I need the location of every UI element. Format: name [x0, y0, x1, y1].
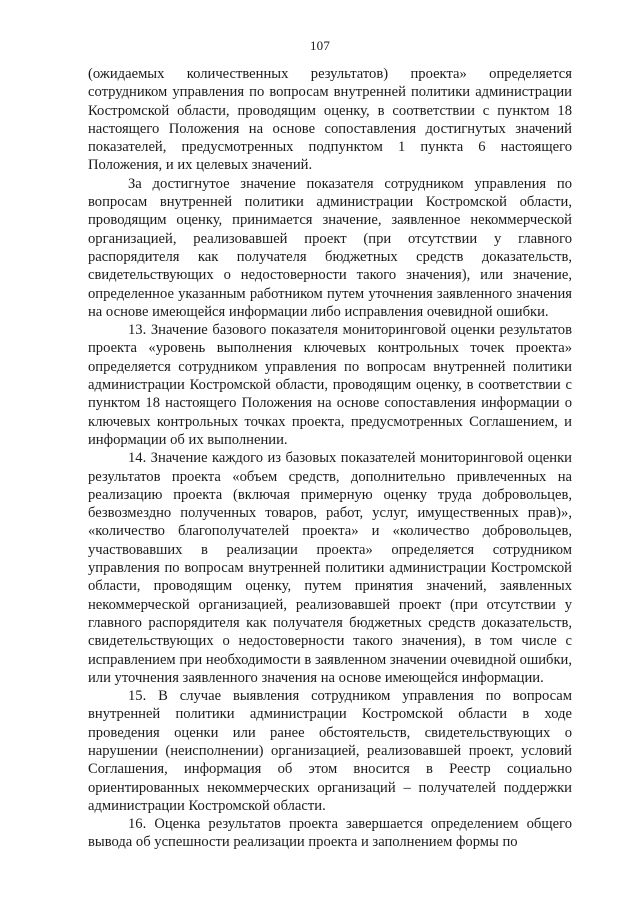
document-body: [88, 65, 572, 852]
paragraph-achieved-value: За достигнутое значение показателя сотрудником управления по вопросам внутренней политики администрации Костромской области, проводящим оценку, принимается значение, заявленное некоммерческой организацией, реализовавшей проект (при отсутствии у главного распорядителя как получателя бюджетных средств доказательств, свидетельствующих о недостоверности такого значения), или значение, определенное указанным работником путем уточнения заявленного значения на основе имеющейся информации либо исправления очевидной ошибки.: [88, 175, 572, 320]
page-number: 107: [309, 38, 331, 53]
paragraph-item-16: 16. Оценка результатов проекта завершается определением общего вывода об успешности реализации проекта и заполнением формы по: [88, 816, 572, 851]
paragraph-continuation: (ожидаемых количественных результатов) проекта» определяется сотрудником управления по вопросам внутренней политики администрации Костромской области, проводящим оценку, в соответствии с пунктом 18 настоящего Положения на основе сопоставления достигнутых значений показателей, предусмотренных подпунктом 1 пункта 6 настоящего Положения, и их целевых значений.: [88, 66, 572, 174]
paragraph-item-14: 14. Значение каждого из базовых показателей мониторинговой оценки результатов проекта «объем средств, дополнительно привлеченных на реализацию проекта (включая примерную оценку труда добровольцев, безвозмездно полученных товаров, работ, услуг, имущественных прав)», «количество благополучателей проекта» и «количество добровольцев, участвовавших в реализации проекта» определяется сотрудником управления по вопросам внутренней политики администрации Костромской области, проводящим оценку, путем принятия значений, заявленных некоммерческой организацией, реализовавшей проект (при отсутствии у главного распорядителя как получателя бюджетных средств доказательств, свидетельствующих о недостоверности такого значения), в том числе с исправлением при необходимости в заявленном значении очевидной ошибки, или уточнения заявленного значения на основе имеющейся информации.: [88, 450, 572, 686]
paragraph-item-13: 13. Значение базового показателя мониторинговой оценки результатов проекта «уровень выполнения ключевых контрольных точек проекта» определяется сотрудником управления по вопросам внутренней политики администрации Костромской области, проводящим оценку, в соответствии с пунктом 18 настоящего Положения на основе сопоставления информации о ключевых контрольных точках проекта, предусмотренных Соглашением, и информации об их выполнении.: [88, 322, 572, 448]
paragraph-item-15: 15. В случае выявления сотрудником управления по вопросам внутренней политики администрации Костромской области в ходе проведения оценки или ранее обстоятельств, свидетельствующих о нарушении (неисполнении) организацией, реализовавшей проект, условий Соглашения, информация об этом вносится в Реестр социально ориентированных некоммерческих организаций – получателей поддержки администрации Костромской области.: [88, 688, 572, 814]
